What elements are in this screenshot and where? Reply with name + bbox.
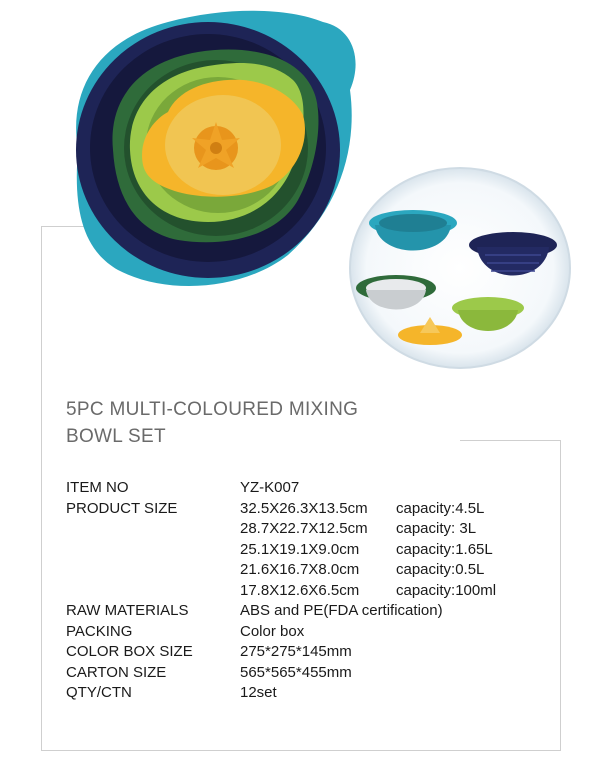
size-capacity: capacity:0.5L [396, 561, 485, 578]
size-dimension: 32.5X26.3X13.5cm [240, 499, 368, 517]
frame-line-right [560, 440, 561, 751]
spec-row-item-no [66, 478, 496, 499]
product-title-line2: BOWL SET [66, 426, 166, 447]
spec-row-packing [66, 622, 496, 643]
frame-line-bottom [41, 750, 561, 751]
size-row [240, 519, 496, 540]
spec-label: PACKING [66, 622, 133, 640]
size-dimension: 21.6X16.7X8.0cm [240, 561, 360, 578]
spec-row-product-size [66, 499, 496, 602]
spec-row-color-box-size [66, 642, 496, 663]
size-capacity: capacity:1.65L [396, 540, 493, 558]
size-row [240, 581, 496, 602]
spec-table [66, 478, 496, 704]
size-capacity: capacity: 3L [396, 520, 477, 537]
size-dimension: 28.7X22.7X12.5cm [240, 520, 368, 537]
product-size-list [240, 499, 496, 602]
spec-row-carton-size [66, 663, 496, 684]
size-row [240, 560, 496, 581]
frame-line-left [41, 226, 42, 750]
spec-value: Color box [240, 622, 305, 640]
size-row [240, 499, 496, 520]
size-capacity: capacity:4.5L [396, 499, 485, 517]
spec-row-qty-ctn [66, 683, 496, 704]
spec-value: 275*275*145mm [240, 643, 352, 660]
five-bowls-inset-image [338, 163, 578, 378]
spec-label: ITEM NO [66, 479, 129, 496]
spec-label: PRODUCT SIZE [66, 499, 178, 517]
size-capacity: capacity:100ml [396, 581, 497, 599]
spec-label: COLOR BOX SIZE [66, 643, 193, 660]
spec-value: 565*565*455mm [240, 663, 352, 681]
size-dimension: 17.8X12.6X6.5cm [240, 581, 360, 599]
product-title-line1: 5PC MULTI-COLOURED MIXING [66, 399, 359, 420]
spec-label: QTY/CTN [66, 684, 132, 701]
size-dimension: 25.1X19.1X9.0cm [240, 540, 360, 558]
product-title [66, 396, 426, 450]
spec-label: CARTON SIZE [66, 663, 167, 681]
spec-value: ABS and PE(FDA certification) [240, 602, 443, 619]
size-row [240, 540, 496, 561]
nested-bowls-image [58, 0, 363, 300]
spec-value: YZ-K007 [240, 479, 300, 496]
spec-row-raw-materials [66, 601, 496, 622]
spec-label: RAW MATERIALS [66, 602, 189, 619]
frame-line-mid [460, 440, 560, 441]
spec-value: 12set [240, 684, 277, 701]
